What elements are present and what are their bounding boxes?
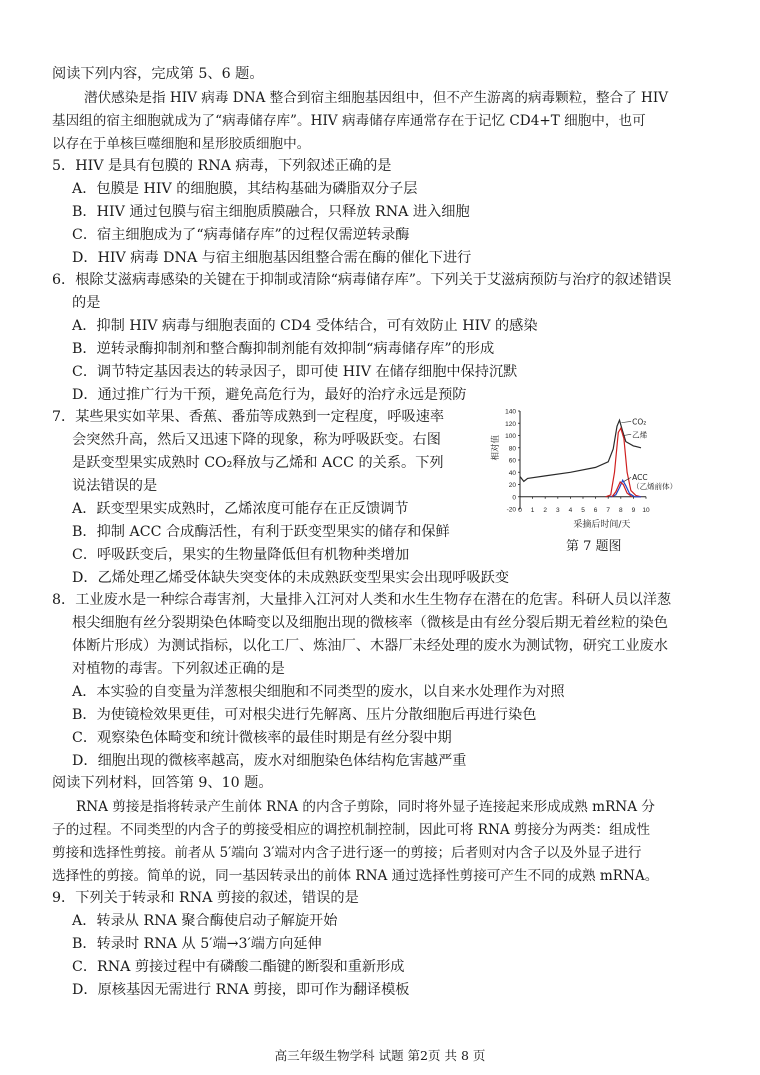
q6-option-c: C．调节特定基因表达的转录因子，即可使 HIV 在储存细胞中保持沉默 [72,364,518,380]
series-leader-line [623,434,631,435]
series-label: （乙烯前体） [632,482,678,492]
y-tick-label: 20 [508,482,516,489]
q8-stem: 对植物的毒害。下列叙述正确的是 [72,661,285,677]
q9-option-d: D．原核基因无需进行 RNA 剪接，即可作为翻译模板 [72,982,410,998]
q6-stem: 6．根除艾滋病毒感染的关键在于抑制或清除“病毒储存库”。下列关于艾滋病预防与治疗的叙述错误 [52,272,672,288]
q7-option-c: C．呼吸跃变后，果实的生物量降低但有机物种类增加 [72,547,410,563]
q9-stem: 9．下列关于转录和 RNA 剪接的叙述，错误的是 [52,890,359,906]
q8-option-a: A．本实验的自变量为洋葱根尖细胞和不同类型的废水，以自来水处理作为对照 [72,684,565,700]
q7-stem: 是跃变型果实成熟时 CO₂释放与乙烯和 ACC 的关系。下列 [72,455,444,471]
series-label: 乙烯 [632,430,648,440]
passage-1-line: 潜伏感染是指 HIV 病毒 DNA 整合到宿主细胞基因组中，但不产生游离的病毒颗粒，整合了 HIV [84,90,669,106]
x-tick-label: 4 [568,507,573,514]
x-tick-label: 3 [555,507,560,514]
q9-option-c: C．RNA 剪接过程中有磷酸二酯键的断裂和重新形成 [72,959,405,975]
q9-option-a: A．转录从 RNA 聚合酶使启动子解旋开始 [72,913,338,929]
series-label: CO₂ [632,417,647,427]
q5-option-d: D．HIV 病毒 DNA 与宿主细胞基因组整合需在酶的催化下进行 [72,250,472,266]
x-tick-label: 2 [543,507,548,514]
chart-svg [486,405,724,535]
q7-stem: 会突然升高，然后又迅速下降的现象，称为呼吸跃变。右图 [72,432,441,448]
x-tick-label: 6 [593,507,598,514]
q7-stem: 7．某些果实如苹果、香蕉、番茄等成熟到一定程度，呼吸速率 [52,409,445,425]
q8-option-c: C．观察染色体畸变和统计微核率的最佳时期是有丝分裂中期 [72,730,452,746]
q7-option-b: B．抑制 ACC 合成酶活性，有利于跃变型果实的储存和保鲜 [72,524,450,540]
y-tick-label: 40 [508,469,516,477]
y-tick-label: 120 [505,420,516,428]
passage-2-line: RNA 剪接是指将转录产生前体 RNA 的内含子剪除，同时将外显子连接起来形成成熟 mRNA 分 [76,799,655,815]
x-tick-label: 10 [642,507,650,514]
respiration-chart [486,405,724,555]
y-tick-label: 0 [512,494,516,502]
q8-stem: 根尖细胞有丝分裂期染色体畸变以及细胞出现的微核率（微核是由有丝分裂后期无着丝粒的染色 [72,615,668,631]
passage-1-line: 以存在于单核巨噬细胞和星形胶质细胞中。 [52,136,311,152]
q8-option-b: B．为使镜检效果更佳，可对根尖进行先解离、压片分散细胞后再进行染色 [72,707,537,723]
q8-stem: 8．工业废水是一种综合毒害剂，大量排入江河对人类和水生生物存在潜在的危害。科研人员以洋葱 [52,592,672,608]
x-tick-label: 7 [606,507,611,514]
series-leader-line [624,477,631,481]
series-line-0 [520,420,641,481]
x-tick-label: 5 [581,507,585,514]
q5-option-c: C．宿主细胞成为了“病毒储存库”的过程仅需逆转录酶 [72,227,410,243]
y-tick-label: 100 [505,433,516,440]
x-axis-label: 采摘后时间/天 [573,520,631,530]
y-tick-label: 140 [505,408,516,416]
x-tick-label: 0 [518,507,522,514]
q5-option-a: A．包膜是 HIV 的细胞膜，其结构基础为磷脂双分子层 [72,181,418,197]
y-tick-label: 60 [508,457,516,465]
passage-2-line: 子的过程。不同类型的内含子的剪接受相应的调控机制控制，因此可将 RNA 剪接分为两类：组成性 [52,822,650,838]
chart-caption: 第 7 题图 [566,539,622,554]
q7-option-a: A．跃变型果实成熟时，乙烯浓度可能存在正反馈调节 [72,501,409,517]
q8-stem: 体断片形成）为测试指标，以化工厂、炼油厂、木器厂未经处理的废水为测试物，研究工业废水 [72,638,668,654]
x-tick-label: 8 [618,507,623,514]
q9-option-b: B．转录时 RNA 从 5′端→3′端方向延伸 [72,936,322,952]
q7-stem: 说法错误的是 [72,478,158,494]
series-label: ACC [632,473,648,483]
q6-option-b: B．逆转录酶抑制剂和整合酶抑制剂能有效抑制“病毒储存库”的形成 [72,341,495,357]
q6-stem: 的是 [72,295,101,311]
intro-9-10: 阅读下列材料，回答第 9、10 题。 [52,775,273,791]
series-leader-line [621,421,631,422]
passage-2-line: 选择性的剪接。简单的说，同一基因转录出的前体 RNA 通过选择性剪接可产生不同的成熟 mRNA。 [52,868,659,884]
q5-stem: 5．HIV 是具有包膜的 RNA 病毒，下列叙述正确的是 [52,158,392,174]
passage-2-line: 剪接和选择性剪接。前者从 5′端向 3′端对内含子进行逐一的剪接；后者则对内含子以及外显子进行 [52,845,642,861]
x-tick-label: 1 [530,507,535,514]
q6-option-a: A．抑制 HIV 病毒与细胞表面的 CD4 受体结合，可有效防止 HIV 的感染 [72,318,538,334]
page-footer: 高三年级生物学科 试题 第2页 共 8 页 [274,1048,486,1063]
q5-option-b: B．HIV 通过包膜与宿主细胞质膜融合，只释放 RNA 进入细胞 [72,204,470,220]
y-tick-label: -20 [506,506,516,514]
passage-1-line: 基因组的宿主细胞就成为了“病毒储存库”。HIV 病毒储存库通常存在于记忆 CD4+T 细胞中，也可 [52,113,646,129]
y-axis-label: 相对值 [491,434,501,461]
y-tick-label: 80 [508,445,516,453]
q8-option-d: D．细胞出现的微核率越高，废水对细胞染色体结构危害越严重 [72,753,467,769]
intro-5-6: 阅读下列内容，完成第 5、6 题。 [52,66,264,82]
q6-option-d: D．通过推广行为干预，避免高危行为，最好的治疗永远是预防 [72,387,467,403]
q7-option-d: D．乙烯处理乙烯受体缺失突变体的未成熟跃变型果实会出现呼吸跃变 [72,570,510,586]
x-tick-label: 9 [631,507,636,514]
